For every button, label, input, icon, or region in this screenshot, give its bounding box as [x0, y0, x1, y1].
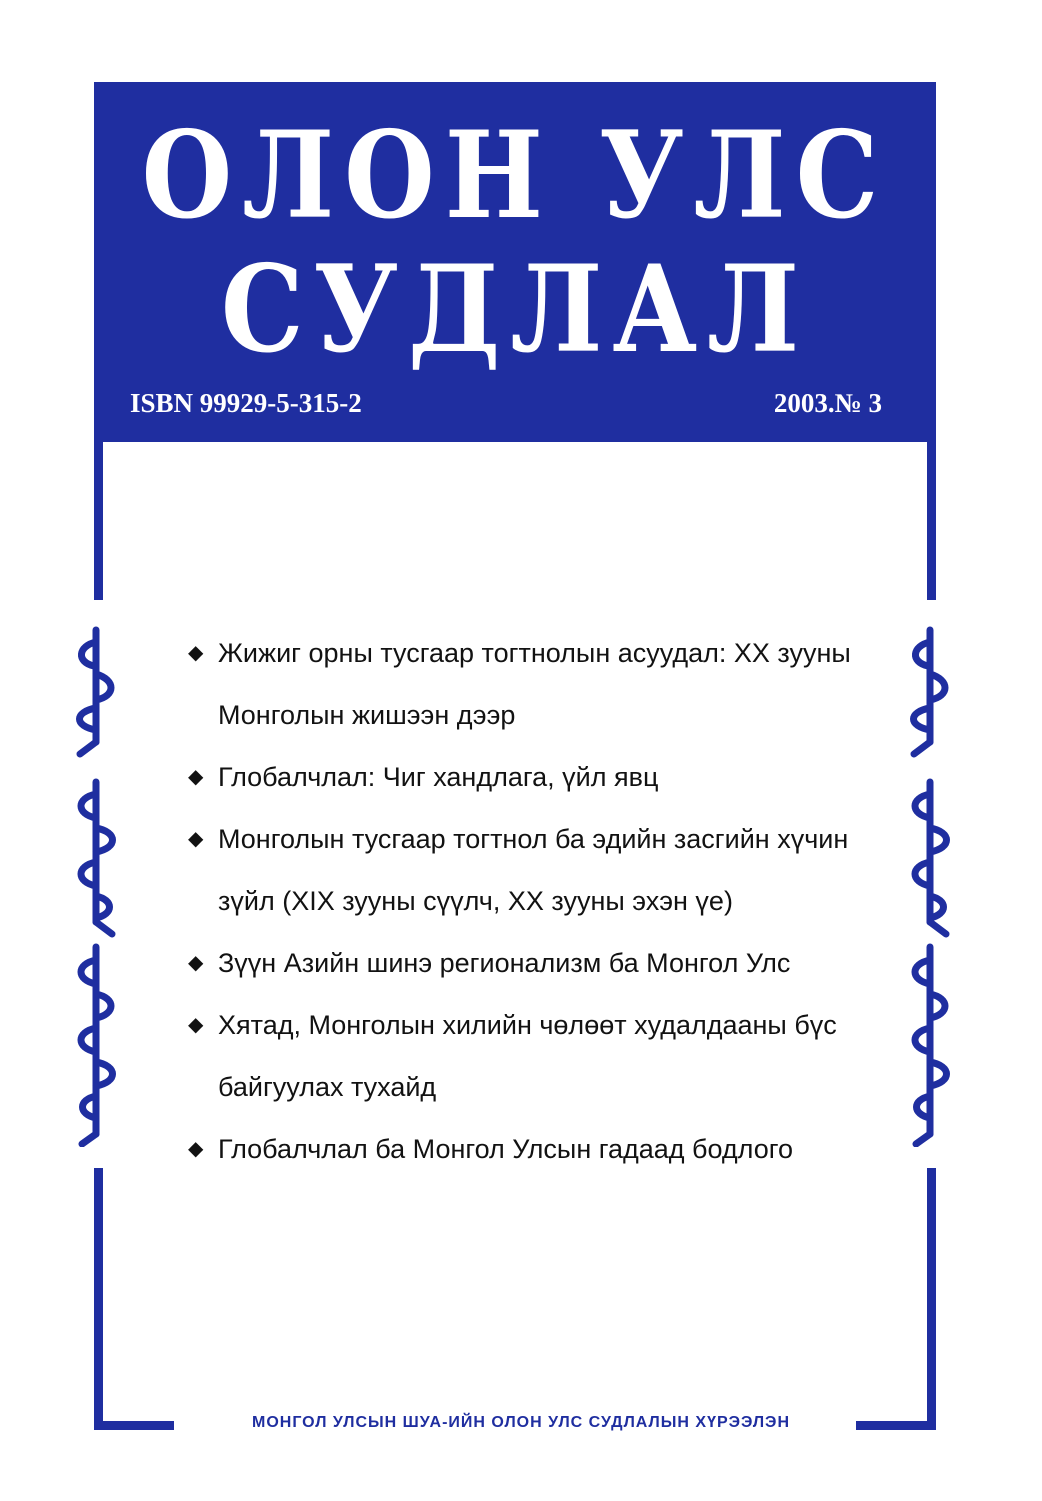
diamond-icon: ◆ — [188, 1138, 204, 1160]
journal-title-line-2: СУДЛАЛ — [220, 238, 810, 380]
contents-item — [186, 808, 886, 932]
table-of-contents — [186, 622, 886, 1180]
contents-item — [186, 1118, 886, 1180]
diamond-icon: ◆ — [188, 952, 204, 974]
contents-item — [186, 932, 886, 994]
contents-item-title: Зүүн Азийн шинэ регионализм ба Монгол Улс — [218, 948, 791, 978]
contents-item-title: Жижиг орны тусгаар тогтнолын асуудал: XX зууны Монголын жишээн дээр — [218, 638, 851, 730]
isbn-label: ISBN 99929-5-315-2 — [130, 388, 362, 418]
title-banner — [94, 82, 936, 442]
diamond-icon: ◆ — [188, 828, 204, 850]
journal-title-line-1: ОЛОН УЛС — [141, 104, 889, 246]
contents-item — [186, 746, 886, 808]
contents-item-title: Глобалчлал ба Монгол Улсын гадаад бодлого — [218, 1134, 794, 1164]
frame-left-lower-rule — [94, 1168, 103, 1430]
contents-item-title: Монголын тусгаар тогтнол ба эдийн засгийн хүчин зүйл (XIX зууны сүүлч, XX зууны эхэн үе) — [218, 824, 849, 916]
diamond-icon: ◆ — [188, 1014, 204, 1036]
contents-item — [186, 994, 886, 1118]
contents-item-title: Хятад, Монголын хилийн чөлөөт худалдааны бүс байгуулах тухайд — [218, 1010, 837, 1102]
contents-item — [186, 622, 886, 746]
publisher-name: МОНГОЛ УЛСЫН ШУА-ИЙН ОЛОН УЛС СУДЛАЛЫН ХҮРЭЭЛЭН — [251, 1414, 790, 1431]
diamond-icon: ◆ — [188, 766, 204, 788]
frame-right-lower-rule — [927, 1168, 936, 1430]
issue-number: 2003.№ 3 — [773, 388, 882, 418]
frame-left-upper-rule — [94, 440, 103, 600]
mongolian-script-right-icon — [900, 622, 960, 1147]
mongolian-script-left-icon — [66, 622, 126, 1147]
frame-right-upper-rule — [927, 440, 936, 600]
contents-item-title: Глобалчлал: Чиг хандлага, үйл явц — [218, 762, 659, 792]
diamond-icon: ◆ — [188, 642, 204, 664]
